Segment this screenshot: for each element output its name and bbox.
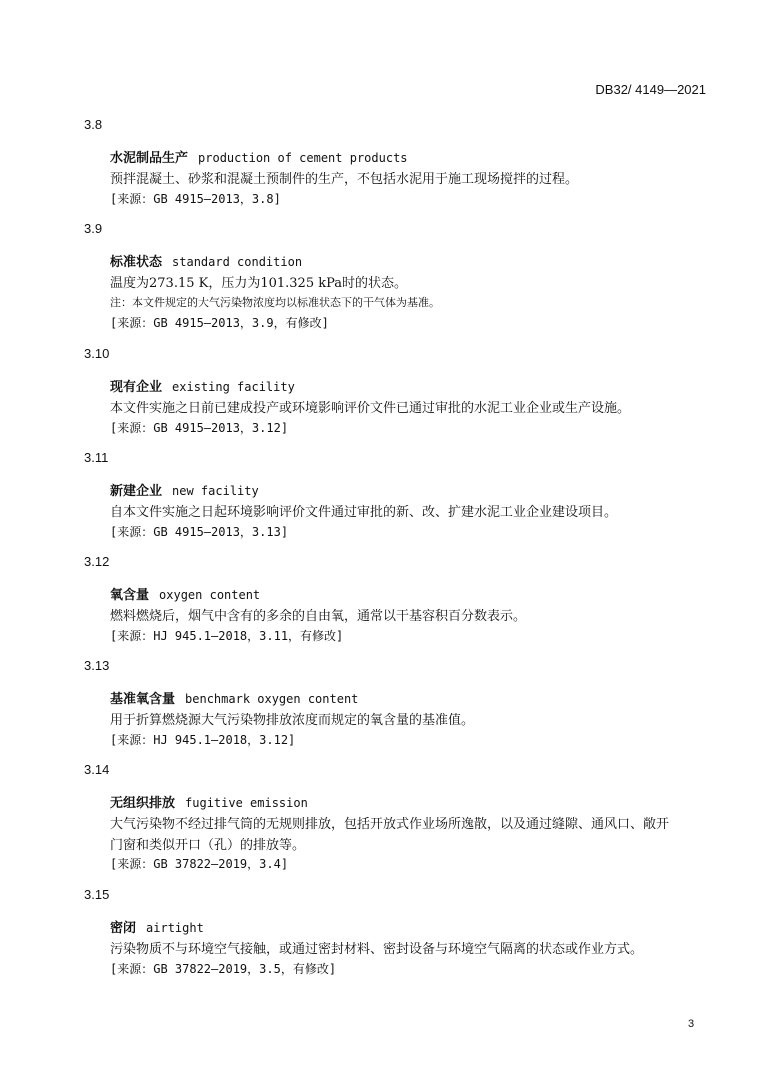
term-chinese: 密闭 <box>110 921 137 936</box>
term-chinese: 标准状态 <box>110 255 163 270</box>
source-citation: [来源：GB 37822—2019，3.5，有修改] <box>110 962 337 976</box>
term-chinese: 基准氧含量 <box>110 692 176 707</box>
source-citation: [来源：GB 4915—2013，3.12] <box>110 421 289 435</box>
note: 注：本文件规定的大气污染物浓度均以标准状态下的干气体为基准。 <box>110 296 440 309</box>
definition: 污染物质不与环境空气接触，或通过密封材料、密封设备与环境空气隔离的状态或作业方式。 <box>110 942 644 957</box>
term-title <box>110 792 308 811</box>
definition-line-1: 大气污染物不经过排气筒的无规则排放，包括开放式作业场所逸散，以及通过缝隙、通风口、敞开 <box>110 817 670 832</box>
term-title <box>110 917 204 936</box>
source-citation: [来源：GB 4915—2013，3.9，有修改] <box>110 316 329 330</box>
term-english: existing facility <box>172 380 295 394</box>
term-chinese: 无组织排放 <box>110 796 176 811</box>
term-title <box>110 584 260 603</box>
definition: 预拌混凝土、砂浆和混凝土预制件的生产，不包括水泥用于施工现场搅拌的过程。 <box>110 172 579 187</box>
term-english: benchmark oxygen content <box>185 692 359 706</box>
term-chinese: 水泥制品生产 <box>110 151 189 166</box>
term-english: airtight <box>146 921 204 935</box>
definition: 本文件实施之日前已建成投产或环境影响评价文件已通过审批的水泥工业企业或生产设施。 <box>110 401 631 416</box>
term-chinese: 现有企业 <box>110 380 163 395</box>
page-number: 3 <box>688 1018 695 1030</box>
clause-number: 3.15 <box>84 887 110 902</box>
source-citation: [来源：GB 37822—2019，3.4] <box>110 857 289 871</box>
clause-number: 3.13 <box>84 658 110 673</box>
term-title <box>110 688 358 707</box>
clause-number: 3.10 <box>84 346 110 361</box>
term-title <box>110 147 408 166</box>
term-english: fugitive emission <box>185 796 308 810</box>
term-english: production of cement products <box>198 151 408 165</box>
definition: 燃料燃烧后，烟气中含有的多余的自由氧，通常以干基容积百分数表示。 <box>110 609 527 624</box>
term-english: oxygen content <box>159 588 261 602</box>
source-citation: [来源：HJ 945.1—2018，3.11，有修改] <box>110 629 344 643</box>
clause-number: 3.9 <box>84 221 103 236</box>
term-title <box>110 251 302 270</box>
term-title <box>110 480 259 499</box>
definition: 用于折算燃烧源大气污染物排放浓度而规定的氧含量的基准值。 <box>110 713 475 728</box>
definition: 自本文件实施之日起环境影响评价文件通过审批的新、改、扩建水泥工业企业建设项目。 <box>110 505 618 520</box>
term-english: standard condition <box>172 255 303 269</box>
definition: 温度为273.15 K，压力为101.325 kPa时的状态。 <box>110 276 408 291</box>
term-english: new facility <box>172 484 259 498</box>
clause-number: 3.8 <box>84 117 103 132</box>
clause-number: 3.12 <box>84 554 110 569</box>
document-code: DB32/ 4149—2021 <box>595 82 706 97</box>
term-title <box>110 376 295 395</box>
term-chinese: 新建企业 <box>110 484 163 499</box>
term-chinese: 氧含量 <box>110 588 150 603</box>
definition-line-2: 门窗和类似开口（孔）的排放等。 <box>110 838 306 853</box>
clause-number: 3.14 <box>84 762 110 777</box>
source-citation: [来源：GB 4915—2013，3.8] <box>110 192 281 206</box>
clause-number: 3.11 <box>84 450 109 465</box>
source-citation: [来源：GB 4915—2013，3.13] <box>110 525 289 539</box>
source-citation: [来源：HJ 945.1—2018，3.12] <box>110 733 296 747</box>
